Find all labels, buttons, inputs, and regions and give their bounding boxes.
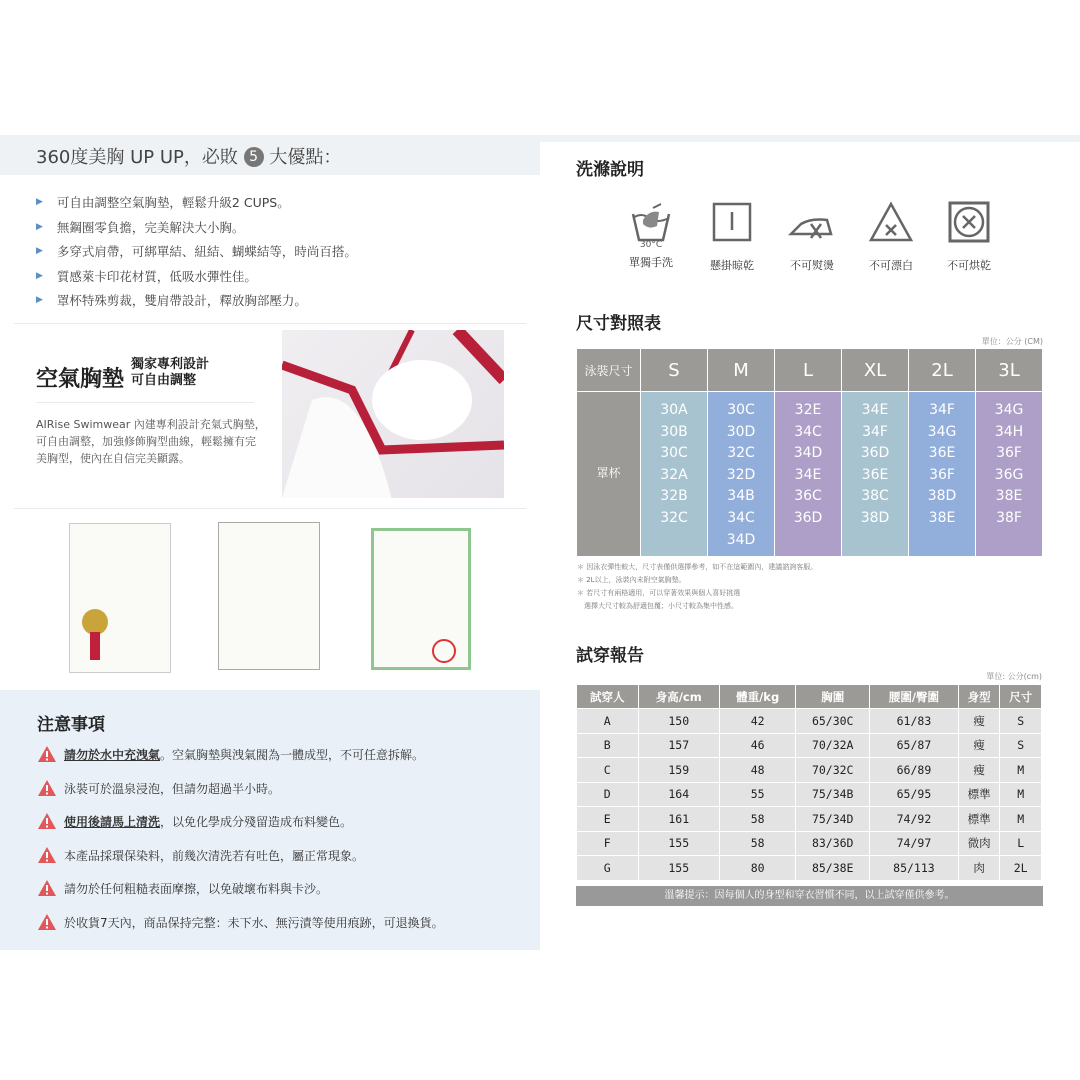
- headline-number-badge: 5: [244, 147, 264, 167]
- cup-size: 38E: [928, 509, 956, 526]
- note-body: 。空氣胸墊與洩氣閥為一體成型，不可任意拆解。: [160, 748, 425, 762]
- trial-cell: 80: [719, 856, 795, 881]
- trial-cell: 65/30C: [796, 709, 870, 734]
- trial-title: 試穿報告: [576, 646, 644, 666]
- size-header: XL: [842, 349, 909, 392]
- trial-cell: 150: [638, 709, 719, 734]
- note-item: [38, 847, 444, 881]
- table-row: [577, 733, 1042, 758]
- cup-size: 32E: [794, 402, 822, 418]
- note-text: [64, 847, 364, 864]
- triangle-bullet-icon: ▶: [36, 270, 43, 281]
- triangle-bullet-icon: ▶: [36, 197, 43, 208]
- trial-cell: F: [577, 831, 639, 856]
- cup-size: 34F: [929, 402, 955, 418]
- feature-text: 罩杯特殊剪裁，雙肩帶設計，釋放胸部壓力。: [56, 293, 307, 309]
- cup-size: 38D: [927, 488, 957, 505]
- cup-size: 32C: [727, 445, 755, 462]
- size-note: 選擇大尺寸較為舒適包覆；小尺寸較為集中性感。: [584, 602, 738, 610]
- triangle-bullet-icon: ▶: [36, 221, 43, 232]
- note-text: [64, 780, 280, 797]
- trial-cell: 164: [638, 782, 719, 807]
- patent-certificate-cn: [371, 528, 471, 670]
- trial-cell: 58: [719, 807, 795, 832]
- trial-cell: 標準: [958, 807, 1000, 832]
- size-cups-cell: [775, 392, 842, 557]
- trial-cell: 55: [719, 782, 795, 807]
- wash-label: 不可烘乾: [947, 259, 991, 272]
- trial-cell: 瘦: [958, 758, 1000, 783]
- trial-cell: A: [577, 709, 639, 734]
- trial-cell: 74/92: [870, 807, 959, 832]
- product-photo: [282, 330, 504, 498]
- trial-header: 體重/kg: [719, 685, 795, 709]
- divider: [14, 323, 526, 324]
- cup-size: 38C: [861, 488, 889, 505]
- trial-header: 身高/cm: [638, 685, 719, 709]
- size-header: 3L: [976, 349, 1043, 392]
- feature-text: 多穿式肩帶，可綁單結、紐結、蝴蝶結等，時尚百搭。: [56, 244, 357, 260]
- trial-cell: B: [577, 733, 639, 758]
- feature-item: [36, 264, 357, 289]
- trial-cell: 65/95: [870, 782, 959, 807]
- cup-size: 38E: [995, 488, 1023, 505]
- trial-cell: 58: [719, 831, 795, 856]
- size-cups-cell: [641, 392, 708, 557]
- cup-size: 36C: [794, 488, 822, 505]
- trial-header: 身型: [958, 685, 1000, 709]
- wash-item: [856, 200, 926, 273]
- subtitle-line: 獨家專利設計: [131, 357, 210, 372]
- air-pad-title: 空氣胸墊: [36, 367, 125, 392]
- cup-size: 32A: [660, 466, 688, 483]
- trial-cell: 83/36D: [796, 831, 870, 856]
- trial-cell: D: [577, 782, 639, 807]
- trial-cell: 85/113: [870, 856, 959, 881]
- cup-size: 34D: [726, 531, 756, 548]
- cup-size: 34H: [994, 423, 1024, 440]
- table-row: [577, 758, 1042, 783]
- trial-cell: 155: [638, 831, 719, 856]
- trial-cell: 61/83: [870, 709, 959, 734]
- table-row: [577, 831, 1042, 856]
- patent-certificate-tw: [218, 522, 320, 670]
- trial-header: 尺寸: [1000, 685, 1042, 709]
- triangle-bullet-icon: ▶: [36, 295, 43, 306]
- cup-size: 34E: [794, 466, 822, 483]
- headline-text-end: 大優點：: [269, 147, 342, 168]
- warning-icon: [38, 880, 56, 896]
- trial-unit: 單位: 公分(cm): [986, 672, 1042, 681]
- subtitle-line: 可自由調整: [131, 373, 197, 388]
- note-item: [38, 880, 444, 914]
- cup-size: 34E: [861, 402, 889, 418]
- feature-list: [36, 190, 357, 313]
- trial-header: 腰圍/臀圍: [870, 685, 959, 709]
- feature-text: 可自由調整空氣胸墊，輕鬆升級2 CUPS。: [56, 195, 290, 211]
- trial-cell: 48: [719, 758, 795, 783]
- cup-size: 30B: [660, 423, 688, 440]
- size-header: L: [775, 349, 842, 392]
- note-text: [64, 880, 328, 897]
- wash-item: [777, 200, 847, 273]
- trial-cell: 瘦: [958, 733, 1000, 758]
- note-text: [64, 914, 444, 931]
- cup-size: 36G: [994, 466, 1024, 483]
- size-header: S: [641, 349, 708, 392]
- trial-cell: M: [1000, 807, 1042, 832]
- size-row-header: 泳裝尺寸: [577, 349, 641, 392]
- note-body: 於收貨7天內，商品保持完整：未下水、無污漬等使用痕跡，可退換貨。: [64, 915, 444, 930]
- size-note: ＊ 2L以上，泳裝內未附空氣胸墊。: [577, 576, 686, 584]
- notes-list: [38, 746, 444, 947]
- wash-temperature: 30°C: [639, 240, 663, 250]
- headline-text: 360度美胸 UP UP，必敗: [36, 147, 238, 168]
- trial-cell: 161: [638, 807, 719, 832]
- trial-cell: 157: [638, 733, 719, 758]
- no-iron-icon: [777, 200, 847, 250]
- feature-item: [36, 215, 357, 240]
- feature-item: [36, 190, 357, 215]
- trial-cell: 74/97: [870, 831, 959, 856]
- size-cups-cell: [909, 392, 976, 557]
- note-item: [38, 813, 444, 847]
- hang-dry-icon: [697, 200, 767, 250]
- note-body: 泳裝可於溫泉浸泡，但請勿超過半小時。: [64, 781, 281, 796]
- wash-item: [616, 200, 686, 270]
- air-pad-description: AIRise Swimwear 內建專利設計充氣式胸墊，可自由調整，加強修飾胸型曲線，輕鬆擁有完美胸型，使內在自信完美顯露。: [36, 418, 266, 465]
- trial-cell: 肉: [958, 856, 1000, 881]
- table-row: [577, 709, 1042, 734]
- size-cups-cell: [708, 392, 775, 557]
- feature-item: [36, 239, 357, 264]
- cup-size: 30C: [727, 402, 755, 418]
- size-cups-cell: [842, 392, 909, 557]
- cup-size: 32B: [660, 488, 688, 505]
- size-note: ＊ 因泳衣彈性較大，尺寸表僅供選擇參考，如不在這範圍內，建議諮詢客服。: [577, 563, 818, 571]
- note-emphasis: 請勿於水中充洩氣: [64, 748, 161, 762]
- trial-cell: 75/34D: [796, 807, 870, 832]
- trial-cell: 85/38E: [796, 856, 870, 881]
- cup-size: 38F: [996, 509, 1022, 526]
- cup-size: 36F: [929, 466, 955, 483]
- trial-header: 胸圍: [796, 685, 870, 709]
- note-item: [38, 746, 444, 780]
- note-emphasis: 使用後請馬上清洗: [64, 815, 161, 829]
- trial-cell: M: [1000, 782, 1042, 807]
- wash-title: 洗滌說明: [576, 160, 644, 180]
- air-pad-subtitle: [131, 357, 209, 389]
- size-header: 2L: [909, 349, 976, 392]
- trial-tip: 溫馨提示：因每個人的身型和穿衣習慣不同，以上試穿僅供參考。: [576, 886, 1043, 906]
- trial-cell: 66/89: [870, 758, 959, 783]
- wash-label: 懸掛晾乾: [710, 259, 754, 272]
- trial-cell: 微肉: [958, 831, 1000, 856]
- warning-icon: [38, 914, 56, 930]
- trial-cell: E: [577, 807, 639, 832]
- cup-size: 34B: [727, 488, 755, 505]
- cup-size: 34D: [793, 445, 823, 462]
- cup-size: 36E: [861, 466, 889, 483]
- trial-cell: L: [1000, 831, 1042, 856]
- trial-cell: 70/32C: [796, 758, 870, 783]
- warning-icon: [38, 847, 56, 863]
- cup-size: 34C: [727, 509, 755, 526]
- trial-cell: S: [1000, 733, 1042, 758]
- cup-size: 30D: [726, 423, 756, 440]
- cup-size: 32C: [660, 509, 688, 526]
- wash-item: [697, 200, 767, 273]
- warning-icon: [38, 780, 56, 796]
- top-band: [540, 135, 1080, 142]
- note-body: 本產品採環保染料，前幾次清洗若有吐色，屬正常現象。: [64, 848, 365, 863]
- headline: [36, 143, 341, 169]
- cup-size: 38D: [860, 509, 890, 526]
- cup-size: 34G: [927, 423, 957, 440]
- trial-cell: 標準: [958, 782, 1000, 807]
- warning-icon: [38, 746, 56, 762]
- warning-icon: [38, 813, 56, 829]
- size-table: [576, 348, 1043, 557]
- cup-label: 罩杯: [577, 392, 641, 557]
- trial-cell: 42: [719, 709, 795, 734]
- wash-label: 不可漂白: [869, 259, 913, 272]
- trial-cell: 2L: [1000, 856, 1042, 881]
- cup-size: 30C: [660, 445, 688, 462]
- note-body: 請勿於任何粗糙表面摩擦，以免破壞布料與卡沙。: [64, 882, 329, 896]
- trial-cell: 159: [638, 758, 719, 783]
- size-header: M: [708, 349, 775, 392]
- feature-item: [36, 288, 357, 313]
- feature-text: 質感萊卡印花材質，低吸水彈性佳。: [56, 268, 257, 284]
- size-unit: 單位：公分 (CM): [981, 337, 1043, 346]
- note-text: [64, 813, 352, 830]
- feature-text: 無鋼圈零負擔，完美解決大小胸。: [56, 219, 245, 235]
- cup-size: 32D: [726, 466, 756, 483]
- divider: [36, 402, 254, 403]
- trial-cell: 155: [638, 856, 719, 881]
- trial-header: 試穿人: [577, 685, 639, 709]
- triangle-bullet-icon: ▶: [36, 246, 43, 257]
- size-notes: [577, 561, 817, 613]
- note-text: [64, 746, 424, 763]
- trial-cell: S: [1000, 709, 1042, 734]
- trial-cell: 65/87: [870, 733, 959, 758]
- trial-cell: C: [577, 758, 639, 783]
- cup-size: 36E: [928, 445, 956, 462]
- cup-size: 34G: [994, 402, 1024, 418]
- wash-label: 單獨手洗: [629, 256, 673, 269]
- cup-size: 36D: [860, 445, 890, 462]
- divider: [14, 508, 526, 509]
- cup-size: 36D: [793, 509, 823, 526]
- cup-size: 34C: [794, 423, 822, 440]
- wash-item: [934, 200, 1004, 273]
- notes-title: 注意事項: [37, 715, 105, 735]
- trial-cell: 瘦: [958, 709, 1000, 734]
- note-body: ，以免化學成分殘留造成布料變色。: [160, 815, 353, 829]
- cup-size: 34F: [862, 423, 888, 440]
- trial-table: [576, 684, 1042, 881]
- table-row: [577, 782, 1042, 807]
- size-title: 尺寸對照表: [576, 314, 661, 334]
- no-bleach-icon: [856, 200, 926, 250]
- no-tumble-dry-icon: [934, 200, 1004, 250]
- patent-certificate-us: [69, 523, 171, 673]
- wash-label: 不可熨燙: [790, 259, 834, 272]
- trial-cell: M: [1000, 758, 1042, 783]
- table-row: [577, 856, 1042, 881]
- cup-size: 36F: [996, 445, 1022, 462]
- note-item: [38, 914, 444, 948]
- size-note: ＊ 若尺寸有兩格適用，可以穿著效果與個人喜好挑選: [577, 589, 741, 597]
- trial-cell: 46: [719, 733, 795, 758]
- note-item: [38, 780, 444, 814]
- table-row: [577, 807, 1042, 832]
- trial-cell: G: [577, 856, 639, 881]
- cup-size: 30A: [660, 402, 688, 418]
- trial-cell: 75/34B: [796, 782, 870, 807]
- trial-cell: 70/32A: [796, 733, 870, 758]
- size-cups-cell: [976, 392, 1043, 557]
